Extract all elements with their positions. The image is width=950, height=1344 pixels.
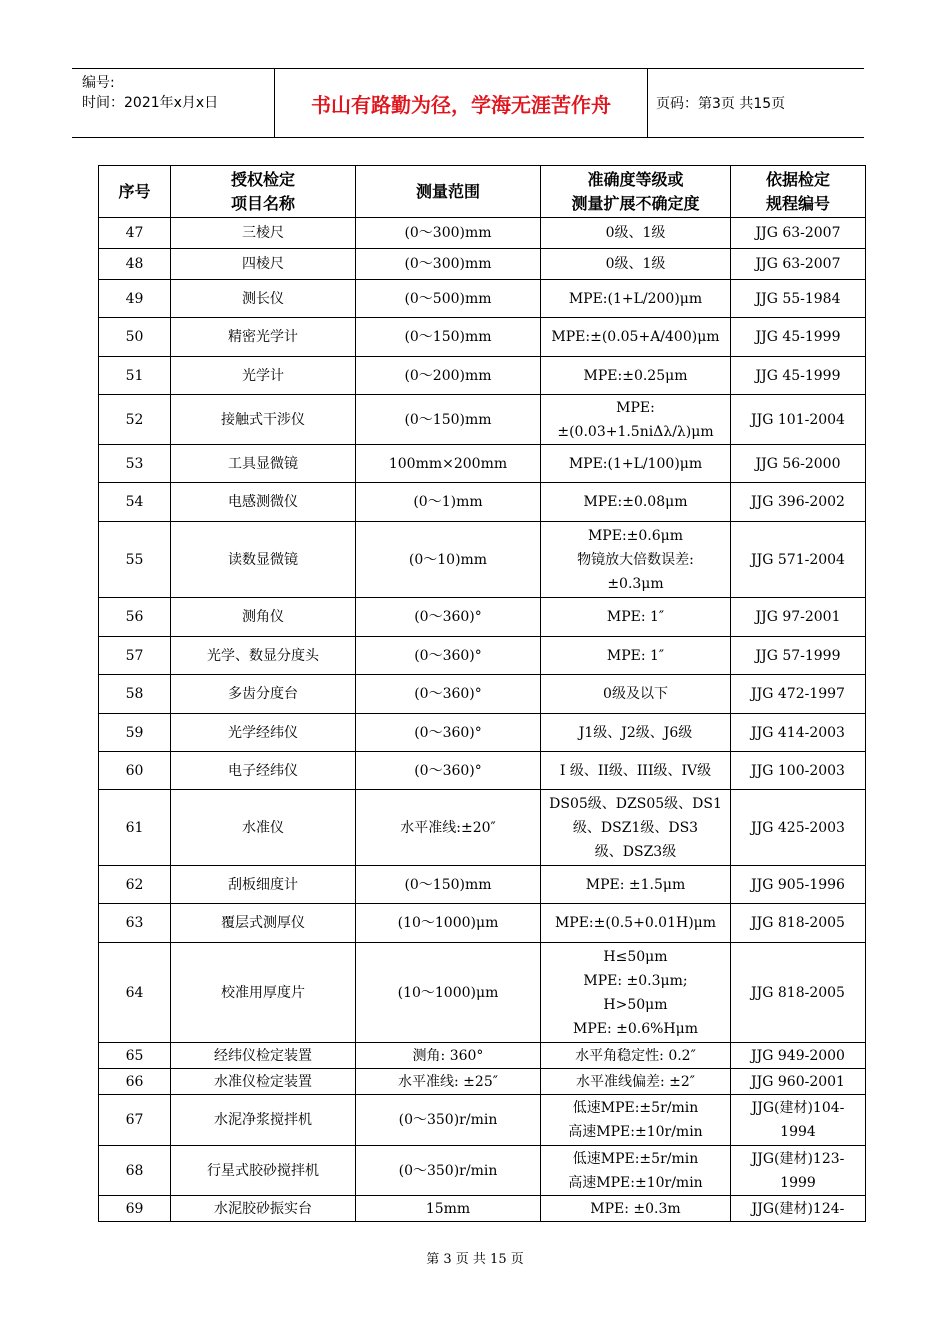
- row-number: 56: [99, 598, 171, 637]
- row-accuracy: J1级、J2级、J6级: [541, 714, 731, 752]
- row-regulation-code: JJG 56-2000: [731, 445, 866, 483]
- row-number: 59: [99, 714, 171, 752]
- row-range: (0～300)mm: [356, 249, 541, 280]
- row-number: 57: [99, 637, 171, 675]
- table-row: [99, 395, 866, 445]
- row-number: 54: [99, 483, 171, 522]
- header-meta: [72, 69, 275, 137]
- row-item-name: 光学、数显分度头: [171, 637, 356, 675]
- row-regulation-code: JJG 472-1997: [731, 675, 866, 714]
- row-regulation-code: JJG 818-2005: [731, 904, 866, 943]
- row-accuracy: 0级、1级: [541, 249, 731, 280]
- table-row: [99, 675, 866, 714]
- row-number: 60: [99, 752, 171, 790]
- table-row: [99, 790, 866, 866]
- table-row: [99, 218, 866, 249]
- table-row: [99, 249, 866, 280]
- row-number: 47: [99, 218, 171, 249]
- row-regulation-code: JJG(建材)124-: [731, 1196, 866, 1222]
- row-regulation-code: JJG 396-2002: [731, 483, 866, 522]
- table-row: [99, 943, 866, 1043]
- row-item-name: 四棱尺: [171, 249, 356, 280]
- row-item-name: 行星式胶砂搅拌机: [171, 1146, 356, 1196]
- table-row: [99, 445, 866, 483]
- page-header: [72, 68, 864, 138]
- row-number: 50: [99, 318, 171, 357]
- row-number: 63: [99, 904, 171, 943]
- row-range: (0～360)°: [356, 598, 541, 637]
- row-item-name: 光学计: [171, 357, 356, 395]
- row-regulation-code: JJG(建材)104- 1994: [731, 1095, 866, 1146]
- row-range: (0～150)mm: [356, 395, 541, 445]
- row-item-name: 经纬仪检定装置: [171, 1043, 356, 1069]
- row-accuracy: MPE: ±0.3m: [541, 1196, 731, 1222]
- row-item-name: 工具显微镜: [171, 445, 356, 483]
- row-number: 66: [99, 1069, 171, 1095]
- row-item-name: 读数显微镜: [171, 522, 356, 598]
- row-accuracy: 水平准线偏差: ±2″: [541, 1069, 731, 1095]
- row-accuracy: H≤50μm MPE: ±0.3μm; H>50μm MPE: ±0.6%Hμm: [541, 943, 731, 1043]
- table-row: [99, 357, 866, 395]
- row-regulation-code: JJG 414-2003: [731, 714, 866, 752]
- row-range: (0～350)r/min: [356, 1095, 541, 1146]
- row-number: 62: [99, 866, 171, 904]
- row-regulation-code: JJG 905-1996: [731, 866, 866, 904]
- table-row: [99, 483, 866, 522]
- row-accuracy: MPE:±0.08μm: [541, 483, 731, 522]
- row-regulation-code: JJG 101-2004: [731, 395, 866, 445]
- row-item-name: 电感测微仪: [171, 483, 356, 522]
- row-number: 49: [99, 280, 171, 318]
- row-number: 55: [99, 522, 171, 598]
- row-number: 68: [99, 1146, 171, 1196]
- column-header-regulation-code: 依据检定 规程编号: [731, 166, 866, 218]
- row-item-name: 测角仪: [171, 598, 356, 637]
- row-accuracy: MPE:±0.6μm 物镜放大倍数误差: ±0.3μm: [541, 522, 731, 598]
- row-regulation-code: JJG 45-1999: [731, 357, 866, 395]
- table-row: [99, 1043, 866, 1069]
- row-range: (0～350)r/min: [356, 1146, 541, 1196]
- row-number: 52: [99, 395, 171, 445]
- row-item-name: 覆层式测厚仪: [171, 904, 356, 943]
- row-item-name: 多齿分度台: [171, 675, 356, 714]
- row-accuracy: I 级、II级、III级、IV级: [541, 752, 731, 790]
- row-range: (0～300)mm: [356, 218, 541, 249]
- row-range: (0～200)mm: [356, 357, 541, 395]
- table-row: [99, 714, 866, 752]
- row-number: 61: [99, 790, 171, 866]
- row-accuracy: 0级及以下: [541, 675, 731, 714]
- row-regulation-code: JJG(建材)123- 1999: [731, 1146, 866, 1196]
- row-regulation-code: JJG 425-2003: [731, 790, 866, 866]
- row-regulation-code: JJG 97-2001: [731, 598, 866, 637]
- table-row: [99, 1146, 866, 1196]
- table-row: [99, 280, 866, 318]
- row-accuracy: 低速MPE:±5r/min 高速MPE:±10r/min: [541, 1095, 731, 1146]
- row-item-name: 水泥胶砂振实台: [171, 1196, 356, 1222]
- row-range: (0～1)mm: [356, 483, 541, 522]
- row-item-name: 电子经纬仪: [171, 752, 356, 790]
- row-accuracy: 0级、1级: [541, 218, 731, 249]
- row-range: (0～500)mm: [356, 280, 541, 318]
- row-item-name: 水泥净浆搅拌机: [171, 1095, 356, 1146]
- row-item-name: 水准仪: [171, 790, 356, 866]
- row-accuracy: MPE: 1″: [541, 637, 731, 675]
- row-range: (10～1000)μm: [356, 904, 541, 943]
- row-accuracy: MPE: ±(0.03+1.5niΔλ/λ)μm: [541, 395, 731, 445]
- row-accuracy: MPE:±0.25μm: [541, 357, 731, 395]
- document-number-label: 编号:: [82, 75, 115, 91]
- row-item-name: 测长仪: [171, 280, 356, 318]
- table-row: [99, 637, 866, 675]
- row-range: (10～1000)μm: [356, 943, 541, 1043]
- column-header-number: 序号: [99, 166, 171, 218]
- row-accuracy: MPE:±(0.5+0.01H)μm: [541, 904, 731, 943]
- row-regulation-code: JJG 57-1999: [731, 637, 866, 675]
- row-number: 64: [99, 943, 171, 1043]
- row-item-name: 校准用厚度片: [171, 943, 356, 1043]
- row-accuracy: MPE: 1″: [541, 598, 731, 637]
- row-number: 58: [99, 675, 171, 714]
- table-row: [99, 1196, 866, 1222]
- row-regulation-code: JJG 55-1984: [731, 280, 866, 318]
- table-row: [99, 1095, 866, 1146]
- column-header-item-name: 授权检定 项目名称: [171, 166, 356, 218]
- table-row: [99, 522, 866, 598]
- row-number: 51: [99, 357, 171, 395]
- row-accuracy: DS05级、DZS05级、DS1 级、DSZ1级、DS3 级、DSZ3级: [541, 790, 731, 866]
- header-page-info: 页码：第3页 共15页: [656, 96, 786, 112]
- row-accuracy: MPE:±(0.05+A/400)μm: [541, 318, 731, 357]
- row-range: (0～10)mm: [356, 522, 541, 598]
- row-number: 67: [99, 1095, 171, 1146]
- column-header-accuracy: 准确度等级或 测量扩展不确定度: [541, 166, 731, 218]
- page-footer: 第 3 页 共 15 页: [426, 1252, 524, 1267]
- table-row: [99, 1069, 866, 1095]
- table-row: [99, 752, 866, 790]
- row-item-name: 水准仪检定装置: [171, 1069, 356, 1095]
- row-accuracy: MPE:(1+L/100)μm: [541, 445, 731, 483]
- row-accuracy: 水平角稳定性: 0.2″: [541, 1043, 731, 1069]
- row-number: 48: [99, 249, 171, 280]
- header-motto: 书山有路勤为径，学海无涯苦作舟: [275, 69, 648, 137]
- row-number: 69: [99, 1196, 171, 1222]
- row-range: (0～150)mm: [356, 318, 541, 357]
- row-range: (0～360)°: [356, 675, 541, 714]
- row-item-name: 三棱尺: [171, 218, 356, 249]
- row-range: 测角: 360°: [356, 1043, 541, 1069]
- row-range: (0～360)°: [356, 637, 541, 675]
- row-accuracy: MPE: ±1.5μm: [541, 866, 731, 904]
- table-header-row: [99, 166, 866, 218]
- row-regulation-code: JJG 818-2005: [731, 943, 866, 1043]
- table-row: [99, 904, 866, 943]
- row-regulation-code: JJG 100-2003: [731, 752, 866, 790]
- column-header-range: 测量范围: [356, 166, 541, 218]
- row-regulation-code: JJG 63-2007: [731, 249, 866, 280]
- row-regulation-code: JJG 960-2001: [731, 1069, 866, 1095]
- table-row: [99, 866, 866, 904]
- row-item-name: 接触式干涉仪: [171, 395, 356, 445]
- row-accuracy: 低速MPE:±5r/min 高速MPE:±10r/min: [541, 1146, 731, 1196]
- row-regulation-code: JJG 571-2004: [731, 522, 866, 598]
- row-regulation-code: JJG 949-2000: [731, 1043, 866, 1069]
- document-time-label: 时间：2021年x月x日: [82, 95, 219, 111]
- row-number: 65: [99, 1043, 171, 1069]
- verification-items-table: [98, 165, 866, 1222]
- row-range: 水平准线:±20″: [356, 790, 541, 866]
- row-regulation-code: JJG 45-1999: [731, 318, 866, 357]
- row-item-name: 刮板细度计: [171, 866, 356, 904]
- table-row: [99, 318, 866, 357]
- row-range: (0～360)°: [356, 714, 541, 752]
- row-regulation-code: JJG 63-2007: [731, 218, 866, 249]
- table-row: [99, 598, 866, 637]
- row-range: (0～150)mm: [356, 866, 541, 904]
- row-item-name: 精密光学计: [171, 318, 356, 357]
- row-range: 15mm: [356, 1196, 541, 1222]
- table-body: [99, 218, 866, 1222]
- row-item-name: 光学经纬仪: [171, 714, 356, 752]
- row-accuracy: MPE:(1+L/200)μm: [541, 280, 731, 318]
- row-range: (0～360)°: [356, 752, 541, 790]
- row-range: 100mm×200mm: [356, 445, 541, 483]
- row-number: 53: [99, 445, 171, 483]
- row-range: 水平准线: ±25″: [356, 1069, 541, 1095]
